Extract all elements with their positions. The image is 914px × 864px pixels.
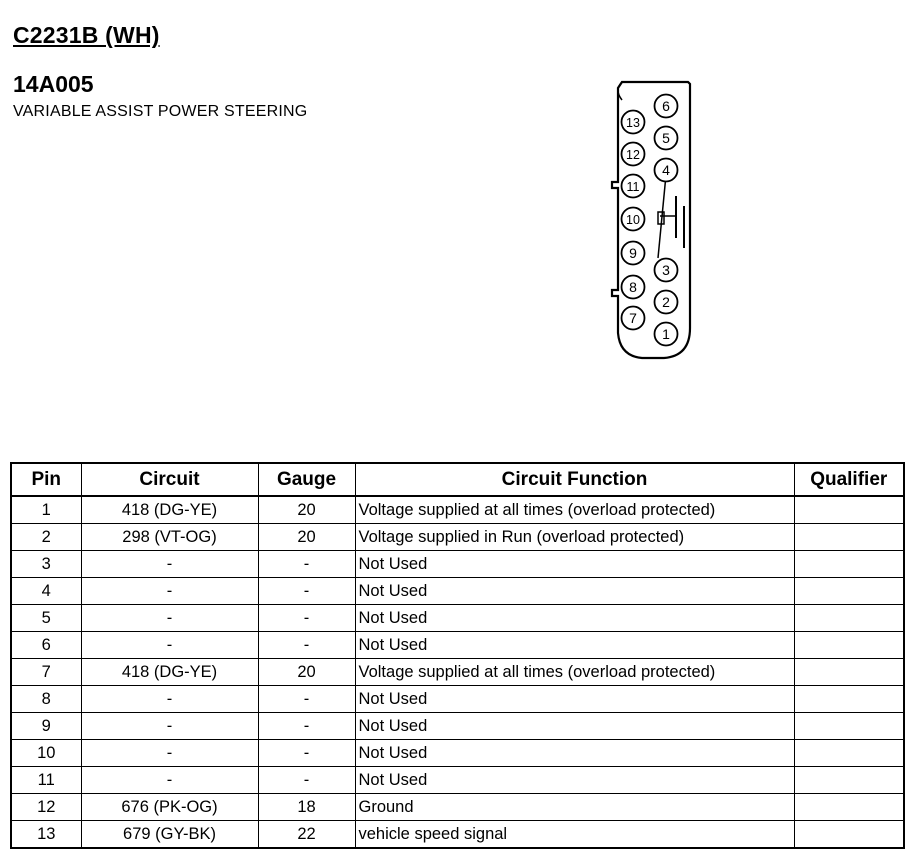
header-circuit-function: Circuit Function: [355, 463, 794, 496]
cell-circuit-function: Not Used: [355, 605, 794, 632]
cell-qualifier: [794, 740, 904, 767]
table-row: [11, 496, 904, 524]
cell-qualifier: [794, 767, 904, 794]
cell-circuit-function: Not Used: [355, 767, 794, 794]
connector-pin: [622, 276, 645, 299]
connector-pin: [655, 95, 678, 118]
connector-pin: [622, 307, 645, 330]
cell-qualifier: [794, 821, 904, 849]
cell-circuit-function: Not Used: [355, 713, 794, 740]
cell-pin: 2: [11, 524, 81, 551]
connector-pin: [655, 159, 678, 182]
table-row: [11, 578, 904, 605]
cell-qualifier: [794, 713, 904, 740]
connector-pin-label: 1: [662, 326, 670, 342]
connector-pin: [622, 208, 645, 231]
cell-gauge: -: [258, 578, 355, 605]
cell-circuit: -: [81, 605, 258, 632]
connector-pin: [655, 323, 678, 346]
cell-circuit: -: [81, 740, 258, 767]
cell-gauge: -: [258, 686, 355, 713]
part-number: 14A005: [13, 71, 94, 97]
table-row: [11, 740, 904, 767]
cell-circuit: 679 (GY-BK): [81, 821, 258, 849]
table-row: [11, 524, 904, 551]
cell-circuit: -: [81, 713, 258, 740]
connector-pin: [655, 291, 678, 314]
cell-pin: 7: [11, 659, 81, 686]
cell-gauge: 20: [258, 496, 355, 524]
connector-pin-label: 8: [629, 279, 637, 295]
cell-gauge: 20: [258, 524, 355, 551]
cell-pin: 4: [11, 578, 81, 605]
cell-pin: 10: [11, 740, 81, 767]
cell-qualifier: [794, 659, 904, 686]
cell-gauge: -: [258, 740, 355, 767]
cell-qualifier: [794, 605, 904, 632]
connector-pin: [622, 111, 645, 134]
cell-gauge: 18: [258, 794, 355, 821]
cell-circuit: 418 (DG-YE): [81, 659, 258, 686]
connector-pin-label: 9: [629, 245, 637, 261]
table-row: [11, 713, 904, 740]
table-row: [11, 632, 904, 659]
cell-circuit: 298 (VT-OG): [81, 524, 258, 551]
cell-pin: 8: [11, 686, 81, 713]
table-header-row: [11, 463, 904, 496]
connector-pin: [622, 143, 645, 166]
connector-pin-label: 3: [662, 262, 670, 278]
cell-pin: 13: [11, 821, 81, 849]
connector-pin: [622, 242, 645, 265]
table-row: [11, 659, 904, 686]
connector-pin-label: 10: [626, 213, 640, 227]
cell-pin: 1: [11, 496, 81, 524]
cell-gauge: -: [258, 767, 355, 794]
header-pin: Pin: [11, 463, 81, 496]
connector-face-svg: [600, 78, 710, 368]
cell-circuit-function: Not Used: [355, 686, 794, 713]
connector-pin-label: 11: [626, 180, 640, 194]
cell-pin: 6: [11, 632, 81, 659]
cell-circuit: 418 (DG-YE): [81, 496, 258, 524]
cell-circuit-function: vehicle speed signal: [355, 821, 794, 849]
cell-circuit-function: Voltage supplied at all times (overload protected): [355, 659, 794, 686]
table-row: [11, 605, 904, 632]
connector-pin: [655, 259, 678, 282]
connector-pin: [655, 127, 678, 150]
cell-circuit: -: [81, 686, 258, 713]
cell-qualifier: [794, 686, 904, 713]
connector-pin-label: 6: [662, 98, 670, 114]
cell-qualifier: [794, 632, 904, 659]
connector-pin-label: 5: [662, 130, 670, 146]
cell-qualifier: [794, 524, 904, 551]
cell-circuit-function: Not Used: [355, 632, 794, 659]
cell-circuit-function: Not Used: [355, 551, 794, 578]
table-row: [11, 821, 904, 849]
connector-pin-label: 4: [662, 162, 670, 178]
cell-circuit-function: Voltage supplied at all times (overload protected): [355, 496, 794, 524]
connector-pin: [622, 175, 645, 198]
pinout-table: [10, 462, 905, 849]
connector-pin-label: 2: [662, 294, 670, 310]
cell-circuit: 676 (PK-OG): [81, 794, 258, 821]
connector-pin-label: 13: [626, 116, 640, 130]
table-row: [11, 794, 904, 821]
cell-pin: 9: [11, 713, 81, 740]
cell-qualifier: [794, 578, 904, 605]
cell-circuit-function: Not Used: [355, 578, 794, 605]
cell-circuit-function: Voltage supplied in Run (overload protected): [355, 524, 794, 551]
cell-qualifier: [794, 794, 904, 821]
cell-circuit: -: [81, 578, 258, 605]
cell-circuit-function: Ground: [355, 794, 794, 821]
connector-face-diagram: [600, 78, 710, 373]
header-qualifier: Qualifier: [794, 463, 904, 496]
table-row: [11, 686, 904, 713]
cell-pin: 11: [11, 767, 81, 794]
table-row: [11, 551, 904, 578]
connector-pin-label: 7: [629, 310, 637, 326]
cell-circuit: -: [81, 767, 258, 794]
cell-circuit: -: [81, 632, 258, 659]
cell-gauge: -: [258, 632, 355, 659]
cell-pin: 3: [11, 551, 81, 578]
connector-pin-label: 12: [626, 148, 640, 162]
cell-circuit: -: [81, 551, 258, 578]
header-circuit: Circuit: [81, 463, 258, 496]
cell-gauge: 20: [258, 659, 355, 686]
header-gauge: Gauge: [258, 463, 355, 496]
cell-pin: 12: [11, 794, 81, 821]
cell-qualifier: [794, 496, 904, 524]
cell-gauge: -: [258, 713, 355, 740]
cell-circuit-function: Not Used: [355, 740, 794, 767]
cell-gauge: -: [258, 605, 355, 632]
connector-id-title: C2231B (WH): [13, 22, 160, 48]
cell-gauge: -: [258, 551, 355, 578]
cell-qualifier: [794, 551, 904, 578]
table-row: [11, 767, 904, 794]
cell-gauge: 22: [258, 821, 355, 849]
connector-description: VARIABLE ASSIST POWER STEERING: [13, 103, 308, 120]
cell-pin: 5: [11, 605, 81, 632]
